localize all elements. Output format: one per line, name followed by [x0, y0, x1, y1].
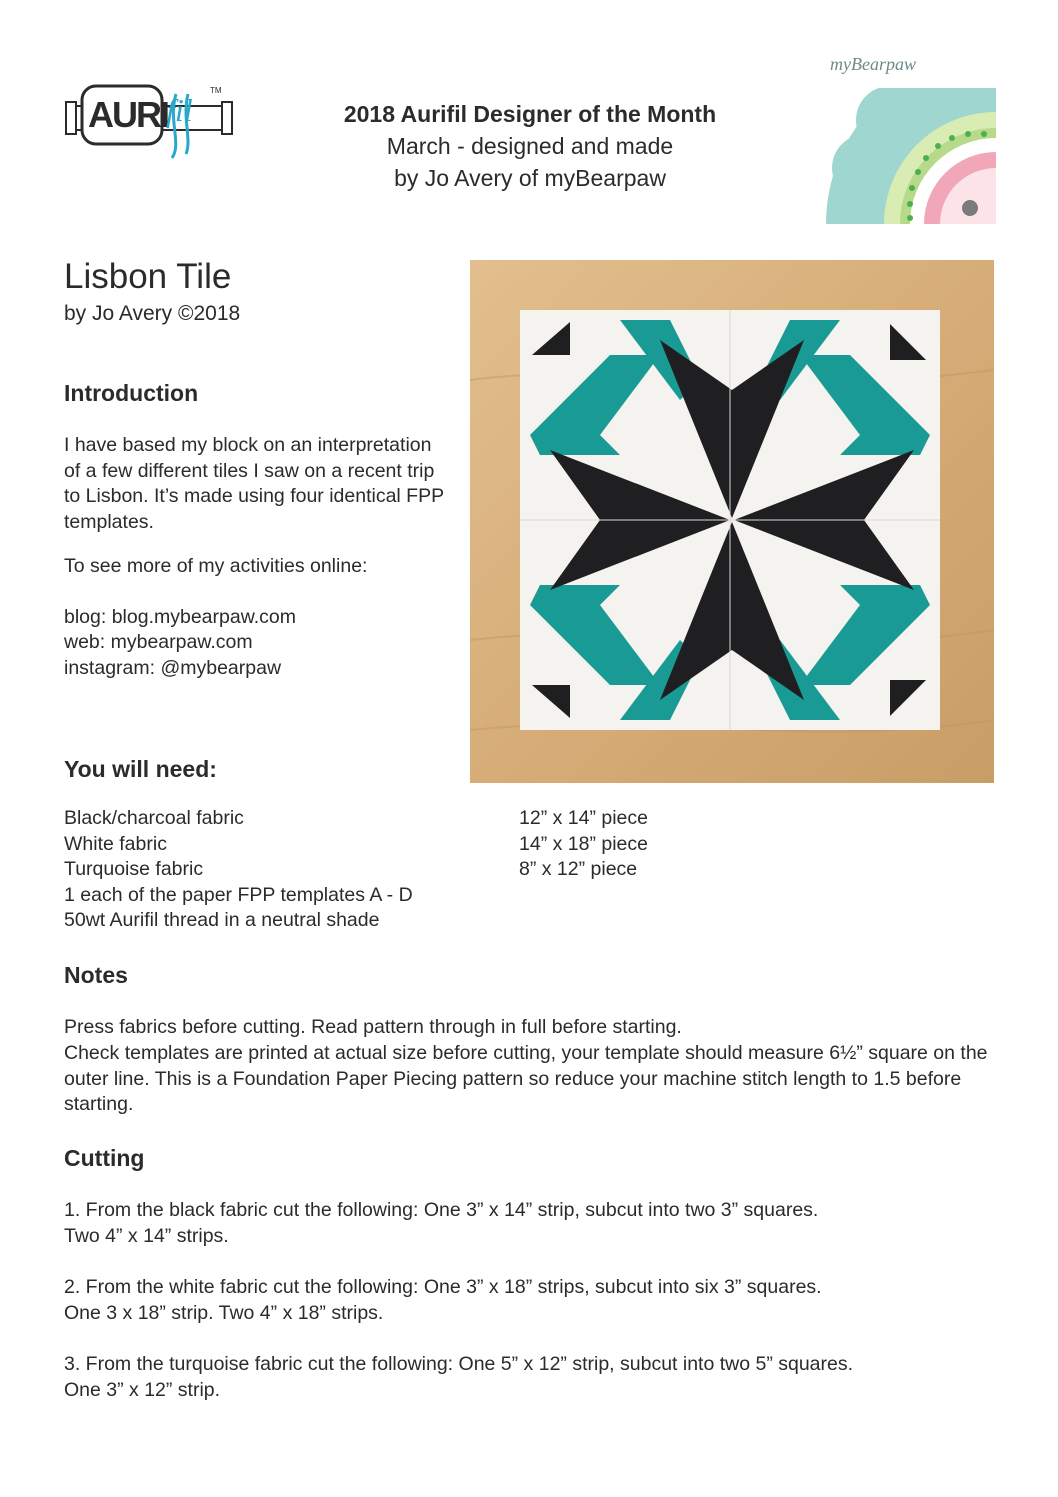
need-row-templates: [64, 883, 413, 909]
need-row-black: [64, 806, 648, 832]
link-web[interactable]: web: mybearpaw.com: [64, 631, 253, 653]
need-item: Turquoise fabric: [64, 858, 204, 880]
quilt-block-image: [470, 260, 994, 783]
logo-brand-text: AURI: [88, 94, 168, 135]
byline: by Jo Avery ©2018: [64, 302, 241, 325]
lisbon-tile-photo: [470, 260, 994, 783]
need-qty: 14” x 18” piece: [519, 833, 648, 855]
cutting-heading: Cutting: [64, 1145, 145, 1171]
logo-trademark: TM: [210, 86, 222, 95]
need-row-turquoise: [64, 857, 638, 883]
introduction-heading: Introduction: [64, 380, 199, 406]
logo-brand-script: fil: [166, 92, 193, 128]
link-blog[interactable]: blog: blog.mybearpaw.com: [64, 606, 296, 628]
mybearpaw-badge: [820, 48, 996, 224]
notes-line-2: Check templates are printed at actual size before cutting, your template should measure 6½” square on the outer line. This is a Foundation Paper Piecing pattern so reduce your machine stitch length to 1.5 before starting.: [64, 1042, 988, 1115]
cutting-step-1-line-1: 1. From the black fabric cut the following: One 3” x 14” strip, subcut into two 3” squares.: [64, 1199, 819, 1221]
cutting-step-1-line-2: Two 4” x 14” strips.: [64, 1225, 229, 1247]
page-title: Lisbon Tile: [64, 257, 232, 296]
need-row-white: [64, 832, 648, 858]
link-instagram[interactable]: instagram: @mybearpaw: [64, 657, 282, 679]
header-line-1: 2018 Aurifil Designer of the Month: [343, 101, 717, 127]
cutting-step-2-line-1: 2. From the white fabric cut the following: One 3” x 18” strips, subcut into six 3” squares.: [64, 1276, 822, 1298]
need-qty: 12” x 14” piece: [519, 807, 648, 829]
introduction-paragraph: I have based my block on an interpretation of a few different tiles I saw on a recent trip to Lisbon. It’s made using four identical FPP templates.: [64, 434, 444, 533]
you-will-need-heading: You will need:: [64, 756, 217, 782]
aurifil-logo: [64, 80, 244, 160]
notes-line-1: Press fabrics before cutting. Read pattern through in full before starting.: [64, 1016, 682, 1038]
need-row-thread: [64, 908, 379, 934]
cutting-step-3-line-2: One 3” x 12” strip.: [64, 1379, 221, 1401]
cutting-step-2-line-2: One 3 x 18” strip. Two 4” x 18” strips.: [64, 1302, 384, 1324]
need-item: Black/charcoal fabric: [64, 807, 244, 829]
header-line-3: by Jo Avery of myBearpaw: [394, 165, 666, 191]
need-item: 50wt Aurifil thread in a neutral shade: [64, 909, 380, 931]
cutting-step-3-line-1: 3. From the turquoise fabric cut the following: One 5” x 12” strip, subcut into two 5” squares.: [64, 1353, 854, 1375]
need-item: 1 each of the paper FPP templates A - D: [64, 884, 413, 906]
need-item: White fabric: [64, 833, 167, 855]
header-line-2: March - designed and made: [386, 133, 674, 159]
badge-text: myBearpaw: [830, 54, 916, 74]
page-header: [290, 98, 770, 194]
need-qty: 8” x 12” piece: [519, 858, 638, 880]
notes-heading: Notes: [64, 962, 128, 988]
online-lead: To see more of my activities online:: [64, 555, 368, 577]
